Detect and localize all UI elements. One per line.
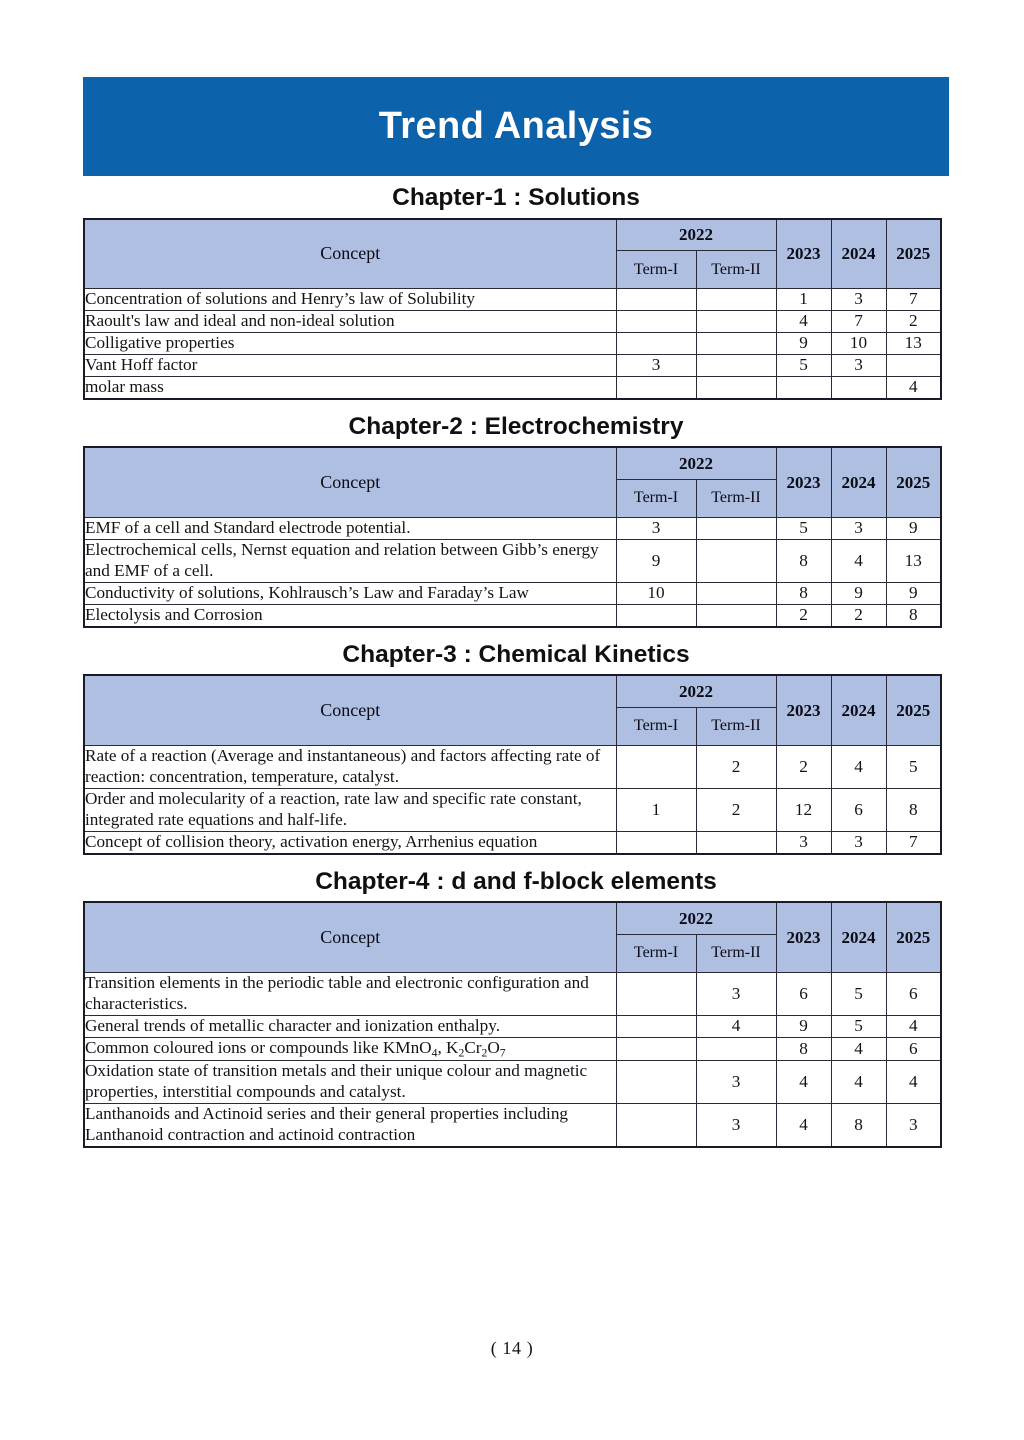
year-2023-cell: 4	[776, 1061, 831, 1104]
term-1-cell	[616, 604, 696, 626]
year-2024-cell	[831, 376, 886, 398]
term-1-cell: 10	[616, 582, 696, 604]
column-header-2025: 2025	[886, 902, 941, 972]
column-header-2024: 2024	[831, 675, 886, 745]
concept-cell: Electrochemical cells, Nernst equation and relation between Gibb’s energy and EMF of a cell.	[84, 539, 616, 582]
year-2024-cell: 4	[831, 1061, 886, 1104]
concept-cell: General trends of metallic character and ionization enthalpy.	[84, 1015, 616, 1037]
year-2024-cell: 4	[831, 745, 886, 788]
trend-table	[83, 218, 942, 400]
concept-cell: Conductivity of solutions, Kohlrausch’s Law and Faraday’s Law	[84, 582, 616, 604]
column-header-term-2: Term-II	[696, 934, 776, 972]
term-2-cell: 2	[696, 745, 776, 788]
year-2023-cell: 9	[776, 332, 831, 354]
chapter-heading: Chapter-4 : d and f-block elements	[315, 867, 717, 895]
year-2025-cell: 9	[886, 582, 941, 604]
term-1-cell	[616, 1061, 696, 1104]
term-2-cell	[696, 582, 776, 604]
chapter-heading: Chapter-1 : Solutions	[392, 184, 640, 211]
concept-cell: Oxidation state of transition metals and their unique colour and magnetic properties, interstitial compounds and catalyst.	[84, 1061, 616, 1104]
year-2023-cell: 6	[776, 972, 831, 1015]
year-2024-cell: 2	[831, 604, 886, 626]
term-1-cell	[616, 310, 696, 332]
concept-cell: Lanthanoids and Actinoid series and their general properties including Lanthanoid contraction and actinoid contraction	[84, 1104, 616, 1147]
concept-cell: Concentration of solutions and Henry’s law of Solubility	[84, 289, 616, 311]
term-2-cell	[696, 604, 776, 626]
year-2024-cell: 10	[831, 332, 886, 354]
term-2-cell	[696, 332, 776, 354]
year-2023-cell	[776, 376, 831, 398]
term-2-cell: 2	[696, 788, 776, 831]
column-header-2024: 2024	[831, 902, 886, 972]
year-2023-cell: 1	[776, 289, 831, 311]
term-1-cell: 3	[616, 354, 696, 376]
year-2023-cell: 2	[776, 604, 831, 626]
year-2025-cell: 6	[886, 972, 941, 1015]
chapter-block	[83, 186, 949, 400]
table-header-row	[84, 675, 941, 707]
term-1-cell	[616, 1015, 696, 1037]
year-2025-cell: 9	[886, 517, 941, 539]
column-header-term-1: Term-I	[616, 934, 696, 972]
year-2025-cell: 4	[886, 1015, 941, 1037]
year-2023-cell: 2	[776, 745, 831, 788]
table-row	[84, 1015, 941, 1037]
trend-table	[83, 901, 942, 1148]
page-number: ( 14 )	[490, 1338, 534, 1358]
year-2024-cell: 5	[831, 972, 886, 1015]
column-header-term-2: Term-II	[696, 707, 776, 745]
year-2025-cell: 8	[886, 604, 941, 626]
year-2023-cell: 12	[776, 788, 831, 831]
table-row	[84, 289, 941, 311]
chapter-heading: Chapter-2 : Electrochemistry	[348, 412, 684, 440]
table-row	[84, 1104, 941, 1147]
column-header-2025: 2025	[886, 447, 941, 517]
table-row	[84, 1037, 941, 1061]
column-header-2025: 2025	[886, 675, 941, 745]
table-header-row	[84, 219, 941, 251]
year-2024-cell: 4	[831, 539, 886, 582]
year-2023-cell: 9	[776, 1015, 831, 1037]
term-2-cell	[696, 354, 776, 376]
term-1-cell	[616, 831, 696, 853]
term-1-cell	[616, 332, 696, 354]
term-1-cell: 3	[616, 517, 696, 539]
concept-cell: EMF of a cell and Standard electrode potential.	[84, 517, 616, 539]
table-row	[84, 354, 941, 376]
term-2-cell	[696, 831, 776, 853]
column-header-term-2: Term-II	[696, 479, 776, 517]
term-1-cell	[616, 972, 696, 1015]
table-row	[84, 972, 941, 1015]
year-2025-cell: 7	[886, 289, 941, 311]
column-header-2023: 2023	[776, 447, 831, 517]
concept-cell: Colligative properties	[84, 332, 616, 354]
concept-cell: Rate of a reaction (Average and instantaneous) and factors affecting rate of reaction: concentration, temperature, catalyst.	[84, 745, 616, 788]
year-2025-cell: 13	[886, 332, 941, 354]
year-2025-cell: 2	[886, 310, 941, 332]
column-header-2022: 2022	[616, 675, 776, 707]
table-header-row	[84, 902, 941, 934]
year-2023-cell: 4	[776, 310, 831, 332]
year-2023-cell: 8	[776, 1037, 831, 1061]
column-header-term-1: Term-I	[616, 479, 696, 517]
year-2025-cell	[886, 354, 941, 376]
column-header-2023: 2023	[776, 902, 831, 972]
concept-cell: molar mass	[84, 376, 616, 398]
page-title: Trend Analysis	[378, 105, 654, 147]
term-2-cell: 3	[696, 972, 776, 1015]
column-header-2022: 2022	[616, 902, 776, 934]
table-row	[84, 517, 941, 539]
table-row	[84, 788, 941, 831]
table-row	[84, 582, 941, 604]
year-2024-cell: 3	[831, 831, 886, 853]
concept-cell: Common coloured ions or compounds like KMnO$_4$, $K_2Cr_2O_7$	[84, 1037, 616, 1061]
year-2023-cell: 4	[776, 1104, 831, 1147]
concept-cell: Order and molecularity of a reaction, rate law and specific rate constant, integrated rate equations and half-life.	[84, 788, 616, 831]
year-2024-cell: 3	[831, 354, 886, 376]
table-row	[84, 332, 941, 354]
year-2025-cell: 6	[886, 1037, 941, 1061]
term-2-cell	[696, 539, 776, 582]
term-1-cell	[616, 1104, 696, 1147]
term-2-cell: 3	[696, 1104, 776, 1147]
year-2024-cell: 4	[831, 1037, 886, 1061]
year-2025-cell: 4	[886, 1061, 941, 1104]
year-2023-cell: 8	[776, 582, 831, 604]
term-2-cell	[696, 289, 776, 311]
concept-cell: Concept of collision theory, activation energy, Arrhenius equation	[84, 831, 616, 853]
year-2024-cell: 6	[831, 788, 886, 831]
term-2-cell	[696, 517, 776, 539]
term-2-cell	[696, 1037, 776, 1061]
table-row	[84, 745, 941, 788]
column-header-2025: 2025	[886, 219, 941, 289]
year-2024-cell: 5	[831, 1015, 886, 1037]
year-2023-cell: 5	[776, 354, 831, 376]
year-2024-cell: 9	[831, 582, 886, 604]
year-2024-cell: 7	[831, 310, 886, 332]
year-2023-cell: 8	[776, 539, 831, 582]
table-row	[84, 310, 941, 332]
column-header-2022: 2022	[616, 219, 776, 251]
concept-cell: Electolysis and Corrosion	[84, 604, 616, 626]
table-row	[84, 1061, 941, 1104]
column-header-2023: 2023	[776, 675, 831, 745]
year-2024-cell: 3	[831, 289, 886, 311]
column-header-2024: 2024	[831, 219, 886, 289]
column-header-2024: 2024	[831, 447, 886, 517]
term-1-cell	[616, 1037, 696, 1061]
term-2-cell	[696, 310, 776, 332]
term-2-cell: 3	[696, 1061, 776, 1104]
year-2025-cell: 7	[886, 831, 941, 853]
year-2024-cell: 8	[831, 1104, 886, 1147]
year-2023-cell: 3	[776, 831, 831, 853]
column-header-concept: Concept	[84, 675, 616, 745]
year-2024-cell: 3	[831, 517, 886, 539]
table-row	[84, 604, 941, 626]
term-1-cell: 1	[616, 788, 696, 831]
year-2025-cell: 8	[886, 788, 941, 831]
chapter-block	[83, 640, 949, 855]
trend-table	[83, 674, 942, 854]
chapter-block	[83, 412, 949, 628]
chapter-heading: Chapter-3 : Chemical Kinetics	[342, 640, 690, 668]
year-2023-cell: 5	[776, 517, 831, 539]
column-header-concept: Concept	[84, 219, 616, 289]
column-header-term-1: Term-I	[616, 707, 696, 745]
term-1-cell: 9	[616, 539, 696, 582]
term-2-cell	[696, 376, 776, 398]
title-banner	[83, 77, 949, 176]
table-row	[84, 376, 941, 398]
term-2-cell: 4	[696, 1015, 776, 1037]
column-header-2022: 2022	[616, 447, 776, 479]
concept-cell: Vant Hoff factor	[84, 354, 616, 376]
column-header-concept: Concept	[84, 447, 616, 517]
chapters-container	[83, 186, 949, 1163]
year-2025-cell: 13	[886, 539, 941, 582]
concept-cell: Transition elements in the periodic table and electronic configuration and characteristics.	[84, 972, 616, 1015]
term-1-cell	[616, 289, 696, 311]
table-header-row	[84, 447, 941, 479]
column-header-term-1: Term-I	[616, 251, 696, 289]
column-header-concept: Concept	[84, 902, 616, 972]
table-row	[84, 831, 941, 853]
term-1-cell	[616, 376, 696, 398]
trend-table	[83, 446, 942, 627]
year-2025-cell: 3	[886, 1104, 941, 1147]
table-row	[84, 539, 941, 582]
concept-cell: Raoult's law and ideal and non-ideal solution	[84, 310, 616, 332]
column-header-term-2: Term-II	[696, 251, 776, 289]
term-1-cell	[616, 745, 696, 788]
year-2025-cell: 5	[886, 745, 941, 788]
column-header-2023: 2023	[776, 219, 831, 289]
chapter-block	[83, 867, 949, 1148]
year-2025-cell: 4	[886, 376, 941, 398]
